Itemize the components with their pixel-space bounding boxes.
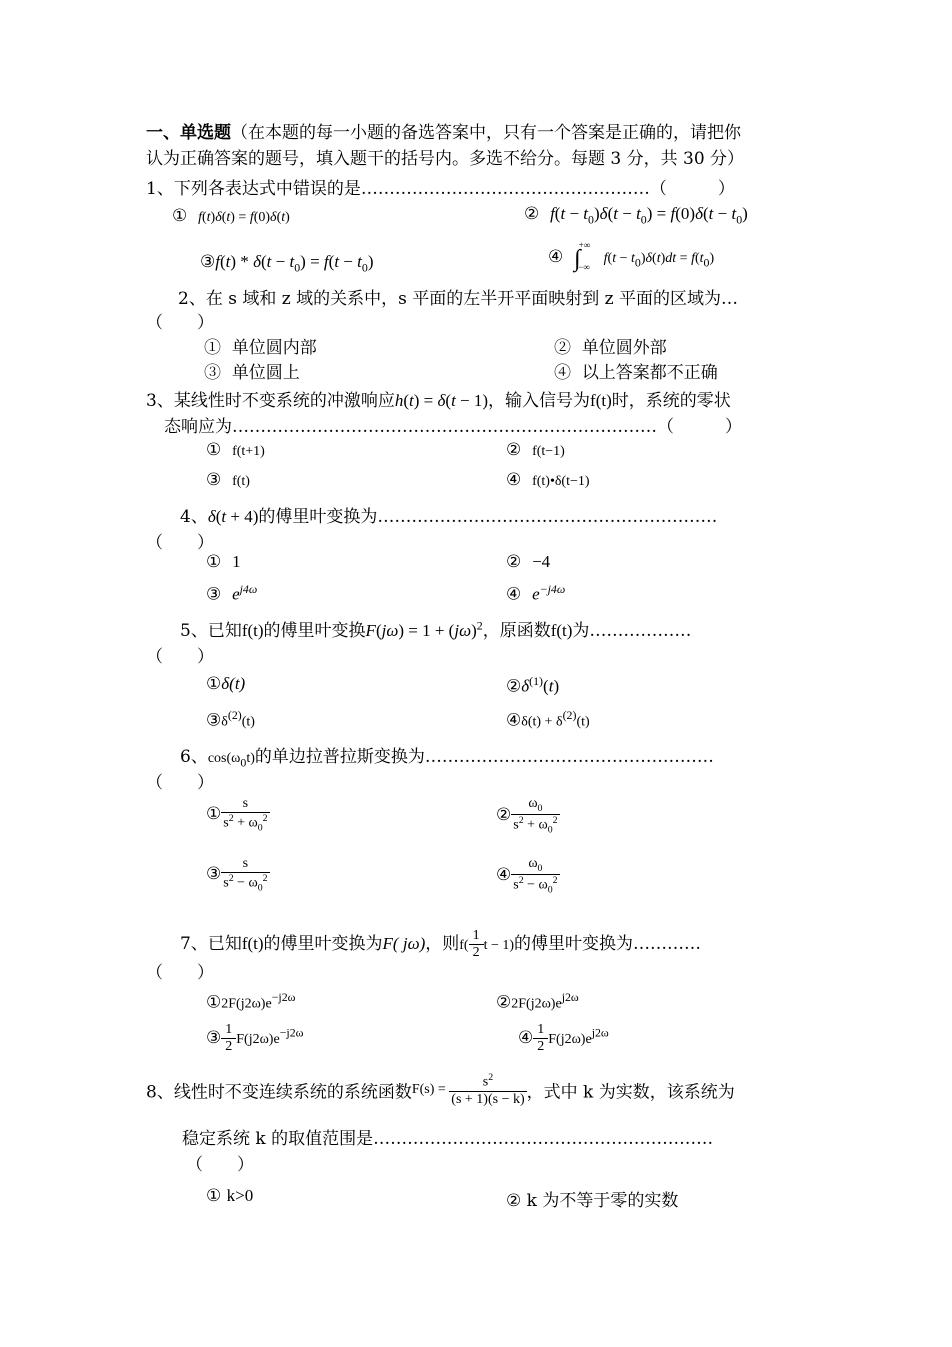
q7-option-1: $①2F(j2\omega)e^{-j2\omega}$ [206, 990, 296, 1013]
q8-stem-line1: 8、线性时不变连续系统的系统函数F(s) = $\frac{s^2}{(s + 1)(s - k)}$ ，式中 k 为实数，该系统为 [146, 1072, 735, 1107]
q8-paren: （ ） [186, 1155, 254, 1175]
q1-option-2: ② $f(t - t_0)\delta(t - t_0) = f(0)\delta(t - t_0)$ [524, 204, 748, 227]
q6-option-3: ③ $\frac{s}{s^2 - \omega_0^2}$ [206, 856, 268, 894]
q8-stem-line2: 稳定系统 k 的取值范围是…………………………………………………… [182, 1129, 714, 1149]
q1-option-3: ③f(t) * $\delta(t - t_0) = f(t - t_0)$ [200, 252, 374, 275]
q4-stem: 4、δ(t + 4)的傅里叶变换为…………………………………………………… [180, 507, 718, 527]
q6-option-4: ④ $\frac{\omega_0}{s^2 - \omega_0^2}$ [496, 856, 558, 896]
q7-option-2: $②2F(j2\omega)e^{j2\omega}$ [496, 990, 579, 1013]
q5-option-2: $②\delta^{(1)}(t)$ [506, 674, 560, 697]
q3-option-4: ④ f(t)•δ(t−1) [506, 470, 590, 490]
q2-option-2: ② 单位圆外部 [554, 338, 667, 358]
q5-option-4: ④δ(t) + $\delta^{(2)}(t)$ [506, 708, 590, 731]
q6-option-1: ① $\frac{s}{s^2 + \omega_0^2}$ [206, 796, 268, 834]
q5-option-1: ①δ(t) [206, 674, 246, 694]
q4-option-4: ④ $e^{-j4\omega}$ [506, 582, 566, 605]
q1-option-4: ④ $\int^{+\infty}_{-\infty}f(t - t_0)\delta(t)dt = f(t_0)$ [548, 240, 715, 272]
q3-stem-line2: 态响应为…………………………………………………………………（ ） [164, 417, 742, 437]
q2-option-4: ④ 以上答案都不正确 [554, 363, 718, 383]
q5-paren: （ ） [146, 647, 214, 667]
q4-option-2: ② −4 [506, 552, 551, 572]
q3-option-1: ① f(t+1) [206, 440, 265, 460]
section-header-line1 [146, 118, 741, 143]
q3-stem-line1: 3、某线性时不变系统的冲激响应h(t) = δ(t − 1)，输入信号为f(t)时，系统的零状 [146, 391, 731, 411]
q4-paren: （ ） [146, 533, 214, 553]
section-title: 一、单选题 [146, 123, 231, 143]
q5-stem: 5、已知f(t)的傅里叶变换$F(j\omega) = 1 + (j\omega)^2$，原函数f(t)为……………… [180, 618, 692, 641]
q4-option-3: ③ $e^{j4\omega}$ [206, 582, 258, 605]
q3-option-2: ② f(t−1) [506, 440, 565, 460]
q2-stem: 2、在 s 域和 z 域的关系中，s 平面的左半开平面映射到 z 平面的区域为… [178, 289, 739, 309]
q1-option-1: ① f(t)δ(t) = f(0)δ(t) [172, 206, 290, 226]
q7-paren: （ ） [146, 963, 214, 983]
q7-option-3: ③ $\frac{1}{2}$ $F(j2\omega)e^{-j2\omega}$ [206, 1022, 304, 1054]
q2-paren: （ ） [146, 313, 214, 333]
q6-stem: 6、$\cos(\omega_0t)$的单边拉普拉斯变换为…………………………………………… [180, 747, 714, 770]
q7-stem: 7、已知f(t)的傅里叶变换为F( jω)，则f( $\frac{1}{2}$ t − 1)的傅里叶变换为………… [180, 928, 702, 960]
q1-stem: 1、下列各表达式中错误的是……………………………………………（ ） [146, 179, 735, 199]
section-instructions-1: （在本题的每一小题的备选答案中，只有一个答案是正确的，请把你 [231, 123, 741, 143]
q2-option-3: ③ 单位圆上 [204, 363, 300, 383]
q3-option-3: ③ f(t) [206, 470, 250, 490]
q5-option-3: $③\delta^{(2)}(t)$ [206, 708, 255, 731]
q2-option-1: ① 单位圆内部 [204, 338, 317, 358]
section-instructions-2: 认为正确答案的题号，填入题干的括号内。多选不给分。每题 3 分，共 30 分） [146, 149, 745, 169]
q6-paren: （ ） [146, 773, 214, 793]
q7-option-4: ④ $\frac{1}{2}$ $F(j2\omega)e^{j2\omega}$ [518, 1022, 609, 1054]
q8-option-2: ② k 为不等于零的实数 [506, 1191, 679, 1211]
q8-option-1: ① k>0 [206, 1186, 254, 1206]
q6-option-2: ② $\frac{\omega_0}{s^2 + \omega_0^2}$ [496, 796, 558, 836]
q4-option-1: ① 1 [206, 552, 241, 572]
